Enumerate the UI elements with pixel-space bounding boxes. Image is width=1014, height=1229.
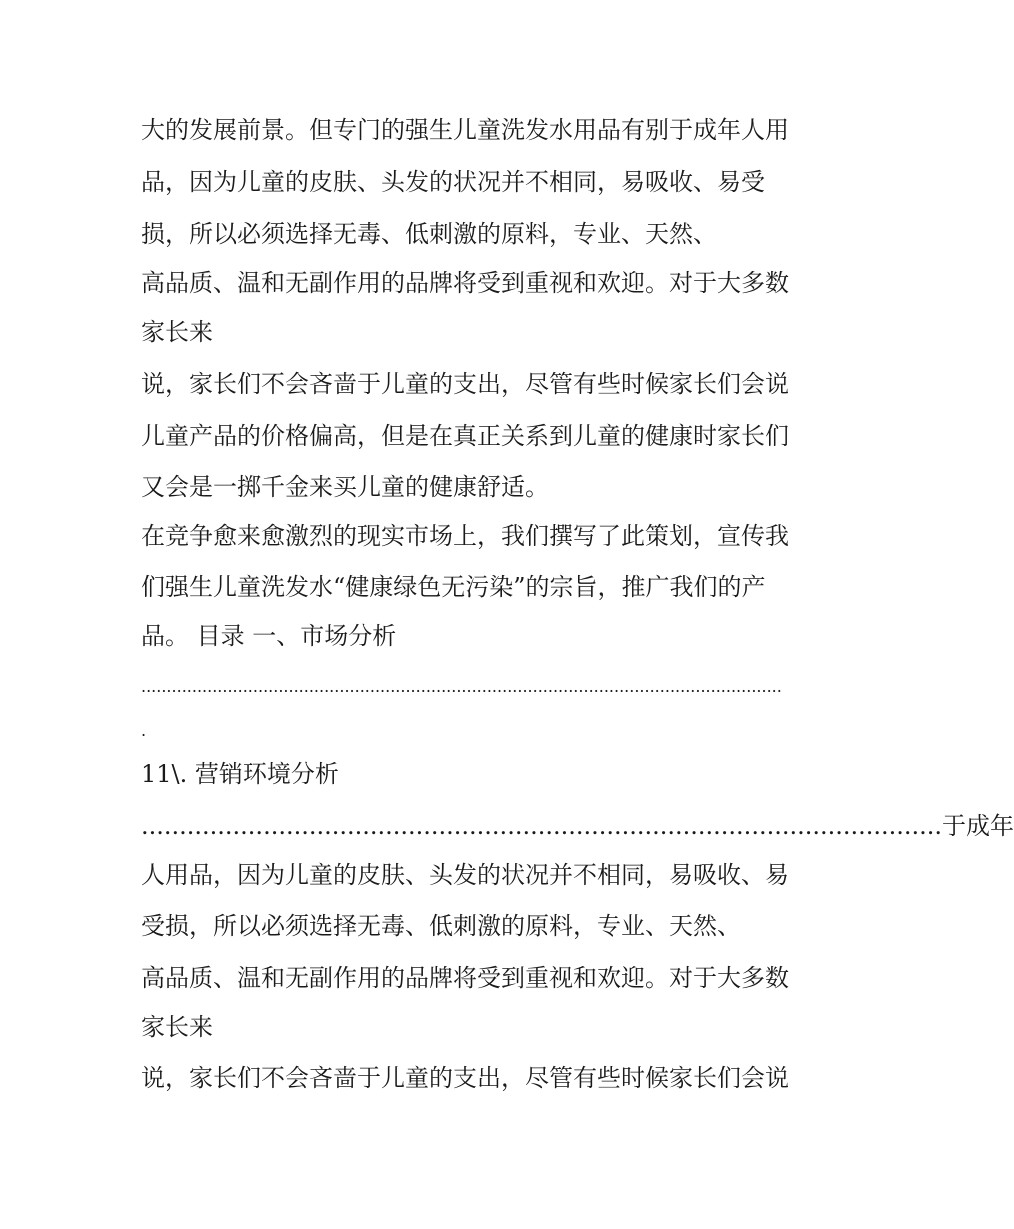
text-line: 说，家长们不会吝啬于儿童的支出，尽管有些时候家长们会说 xyxy=(141,370,789,398)
text-line: 儿童产品的价格偏高，但是在真正关系到儿童的健康时家长们 xyxy=(141,422,789,450)
toc-leader-dots: .............................................................................................................................. xyxy=(141,677,782,696)
toc-line: 11\. 营销环境分析 xyxy=(141,760,339,788)
text-line: 高品质、温和无副作用的品牌将受到重视和欢迎。对于大多数 xyxy=(141,269,789,297)
toc-leader-line: .........................................................................................................于成年 xyxy=(141,812,1014,840)
text-line: 又会是一掷千金来买儿童的健康舒适。 xyxy=(141,473,549,501)
text-line: 品，因为儿童的皮肤、头发的状况并不相同，易吸收、易受 xyxy=(141,168,765,196)
text-line: 们强生儿童洗发水“健康绿色无污染”的宗旨，推广我们的产 xyxy=(141,573,766,601)
toc-leader-dots: . xyxy=(141,721,147,740)
text-line: 家长来 xyxy=(141,318,213,346)
text-line: 高品质、温和无副作用的品牌将受到重视和欢迎。对于大多数 xyxy=(141,964,789,992)
text-line: 说，家长们不会吝啬于儿童的支出，尽管有些时候家长们会说 xyxy=(141,1064,789,1092)
text-line: 受损，所以必须选择无毒、低刺激的原料，专业、天然、 xyxy=(141,912,741,940)
text-line: 大的发展前景。但专门的强生儿童洗发水用品有别于成年人用 xyxy=(141,116,789,144)
text-line: 损，所以必须选择无毒、低刺激的原料，专业、天然、 xyxy=(141,220,717,248)
text-line: 在竞争愈来愈激烈的现实市场上，我们撰写了此策划，宣传我 xyxy=(141,522,789,550)
toc-line: 品。 目录 一、市场分析 xyxy=(141,622,397,650)
text-line: 人用品，因为儿童的皮肤、头发的状况并不相同，易吸收、易 xyxy=(141,861,789,889)
text-line: 家长来 xyxy=(141,1013,213,1041)
